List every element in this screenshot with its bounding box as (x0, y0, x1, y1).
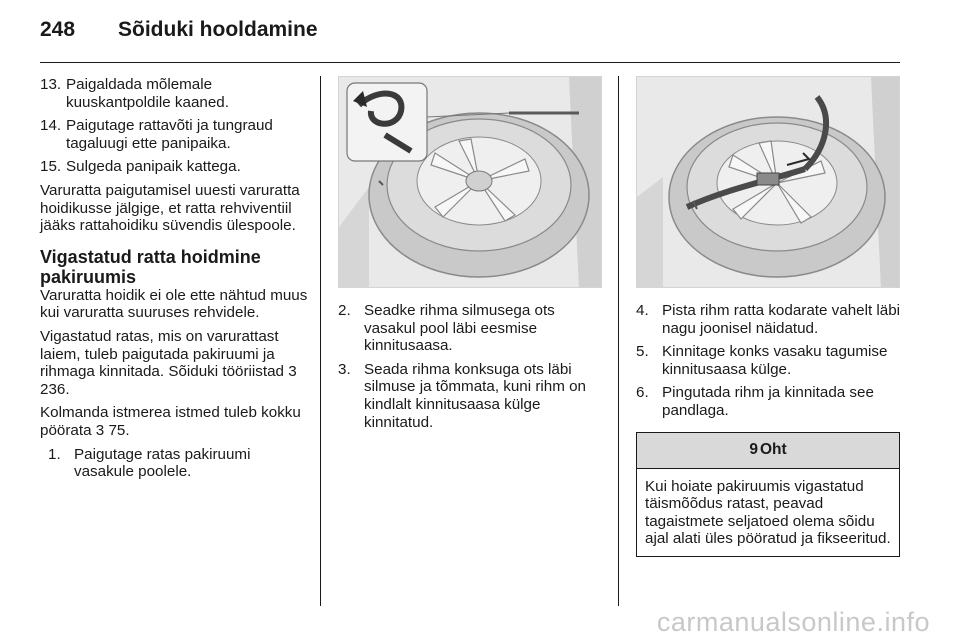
step-6 (636, 384, 904, 419)
step-number: 14. (40, 117, 62, 135)
page-reference-link[interactable]: 236. (40, 380, 70, 398)
step-number: 6. (636, 384, 649, 402)
paragraph-damaged-text: Vigastatud ratas, mis on varurattast laiem, tuleb paigutada pakiruumi ja rihmaga kinnitada. Sõiduki tööriistad (40, 327, 284, 381)
column-divider-1 (320, 76, 321, 606)
step-number: 5. (636, 343, 649, 361)
column-left (40, 76, 308, 487)
step-5 (636, 343, 904, 378)
section-heading: Vigastatud ratta hoidmine pakiruumis (40, 246, 261, 287)
column-divider-2 (618, 76, 619, 606)
step-text: Pingutada rihm ja kinnitada see pandlaga. (662, 384, 874, 419)
step-text: Paigutage rattavõti ja tungraud tagaluugi ette panipaika. (66, 117, 273, 152)
step-3 (338, 361, 608, 431)
step-number: 3. (338, 360, 351, 378)
step-1 (48, 446, 308, 481)
wheel-strap-hook-illustration (637, 77, 900, 288)
step-text: Paigaldada mõlemale kuuskantpoldile kaaned. (66, 76, 229, 111)
page-title: Sõiduki hooldamine (118, 18, 318, 41)
step-text: Seadke rihma silmusega ots vasakul pool läbi eesmise kinnitusaasa. (364, 302, 555, 355)
warning-label: Oht (759, 441, 787, 459)
watermark: carmanualsonline.info (656, 607, 930, 637)
step-number: 4. (636, 302, 649, 319)
figure-strap-hook (636, 76, 900, 288)
step-text: Sulgeda panipaik kattega. (66, 158, 241, 176)
step-number: 1. (48, 445, 61, 463)
page-header (40, 18, 318, 48)
warning-header (637, 433, 899, 469)
page-reference-link[interactable]: 75. (108, 421, 130, 439)
warning-triangle-icon: 9 (749, 441, 758, 459)
warning-box (636, 432, 900, 557)
step-15 (40, 158, 308, 176)
column-middle (338, 76, 608, 437)
step-text: Paigutage ratas pakiruumi vasakule poolele. (74, 445, 251, 481)
figure-strap-loop (338, 76, 602, 288)
step-4 (636, 302, 904, 337)
page-number: 248 (40, 18, 76, 41)
wheel-strap-illustration (339, 77, 602, 288)
paragraph-holder: Varuratta hoidik ei ole ette nähtud muus kui varuratta suuruses rehvidele. (40, 286, 308, 322)
step-2 (338, 302, 608, 355)
cross-reference-icon: 3 (95, 421, 105, 439)
header-divider (40, 62, 900, 63)
warning-text: Kui hoiate pakiruumis vigastatud täismõõdus ratast, peavad tagaistmete seljatoed olema sõidu ajal alati üles pööratud ja fikseeritud. (645, 477, 891, 548)
paragraph-seats (40, 404, 308, 439)
step-text: Pista rihm ratta kodarate vahelt läbi nagu joonisel näidatud. (662, 302, 901, 337)
step-13 (40, 76, 308, 111)
step-number: 13. (40, 76, 62, 93)
step-number: 15. (40, 158, 62, 176)
step-text: Kinnitage konks vasaku tagumise kinnitusaasa külge. (662, 343, 888, 378)
step-14 (40, 117, 308, 152)
paragraph-reinstall: Varuratta paigutamisel uuesti varuratta hoidikusse jälgige, et ratta rehviventiil jääks rattahoidiku süvendis ülespoole. (40, 181, 300, 235)
paragraph-seats-text: Kolmanda istmerea istmed tuleb kokku pöörata (40, 404, 301, 439)
cross-reference-icon: 3 (288, 363, 297, 381)
step-number: 2. (338, 302, 351, 319)
column-right (636, 76, 904, 557)
paragraph-damaged (40, 328, 308, 398)
step-text: Seada rihma konksuga ots läbi silmuse ja tõmmata, kuni rihm on kindlalt kinnitusaasa külge kinnitatud. (364, 360, 586, 431)
